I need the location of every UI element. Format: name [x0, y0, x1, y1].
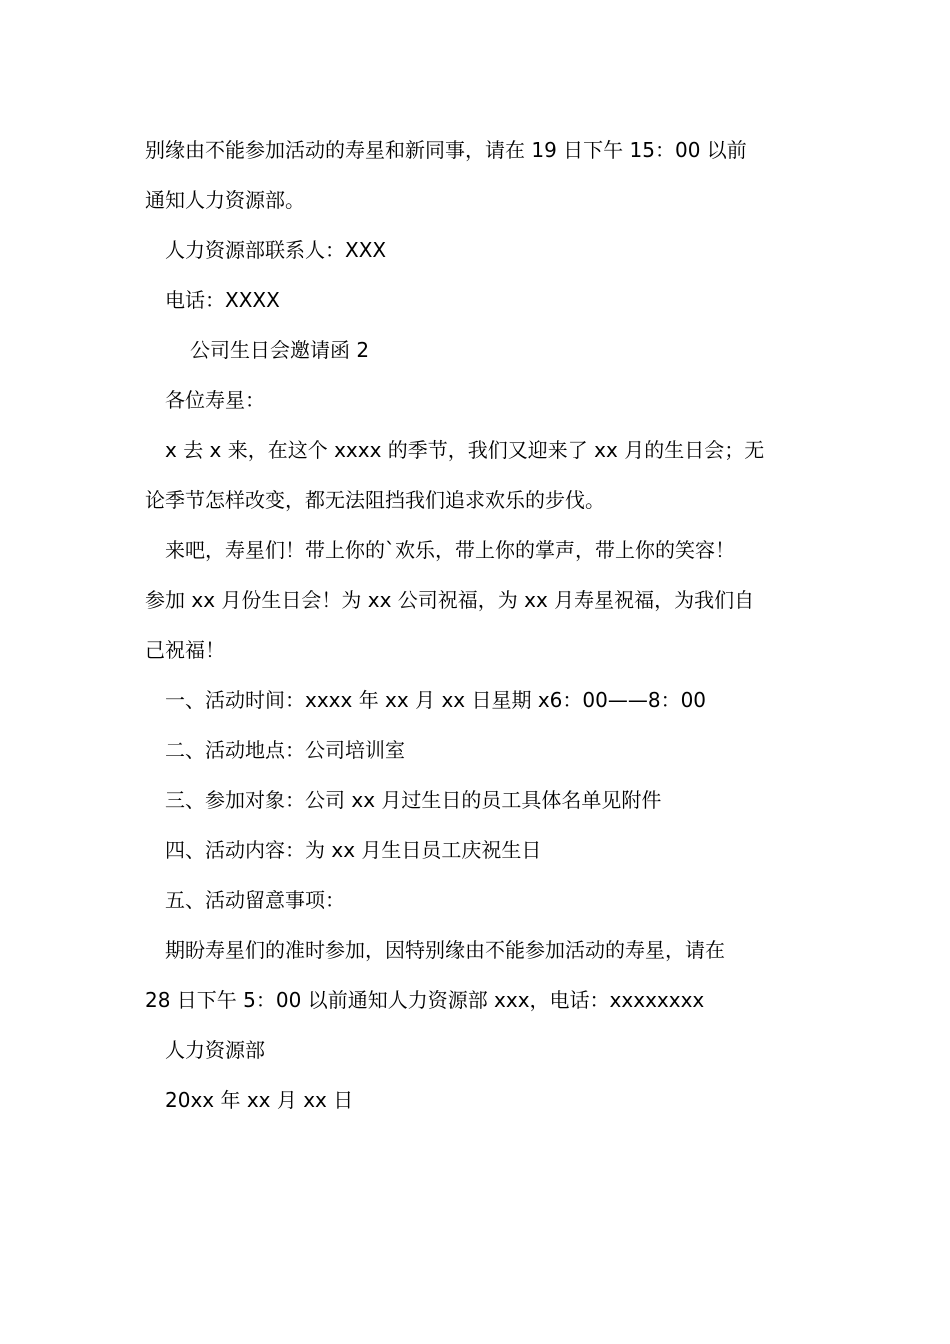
notes-item: 五、活动留意事项： — [165, 888, 345, 912]
section-title: 公司生日会邀请函 2 — [190, 338, 370, 362]
body-text-line: 别缘由不能参加活动的寿星和新同事，请在 19 日下午 15：00 以前 — [145, 138, 747, 162]
participants-item: 三、参加对象：公司 xx 月过生日的员工具体名单见附件 — [165, 788, 662, 812]
salutation: 各位寿星： — [165, 388, 265, 412]
body-text-line: 参加 xx 月份生日会！为 xx 公司祝福，为 xx 月寿星祝福，为我们自 — [145, 588, 755, 612]
body-text-line: 来吧，寿星们！带上你的`欢乐，带上你的掌声，带上你的笑容！ — [165, 538, 735, 562]
contact-person-line: 人力资源部联系人：XXX — [165, 238, 387, 262]
activity-location-item: 二、活动地点：公司培训室 — [165, 738, 405, 762]
signature-department: 人力资源部 — [165, 1038, 265, 1062]
signature-date: 20xx 年 xx 月 xx 日 — [165, 1088, 354, 1112]
body-text-line: 期盼寿星们的准时参加，因特别缘由不能参加活动的寿星，请在 — [165, 938, 725, 962]
body-text-line: 论季节怎样改变，都无法阻挡我们追求欢乐的步伐。 — [145, 488, 605, 512]
body-text-line: 己祝福！ — [145, 638, 225, 662]
phone-line: 电话：XXXX — [165, 288, 280, 312]
body-text-line: x 去 x 来，在这个 xxxx 的季节，我们又迎来了 xx 月的生日会；无 — [165, 438, 765, 462]
activity-content-item: 四、活动内容：为 xx 月生日员工庆祝生日 — [165, 838, 542, 862]
body-text-line: 28 日下午 5：00 以前通知人力资源部 xxx，电话：xxxxxxxx — [145, 988, 705, 1012]
body-text-line: 通知人力资源部。 — [145, 188, 305, 212]
activity-time-item: 一、活动时间：xxxx 年 xx 月 xx 日星期 x6：00——8：00 — [165, 688, 707, 712]
